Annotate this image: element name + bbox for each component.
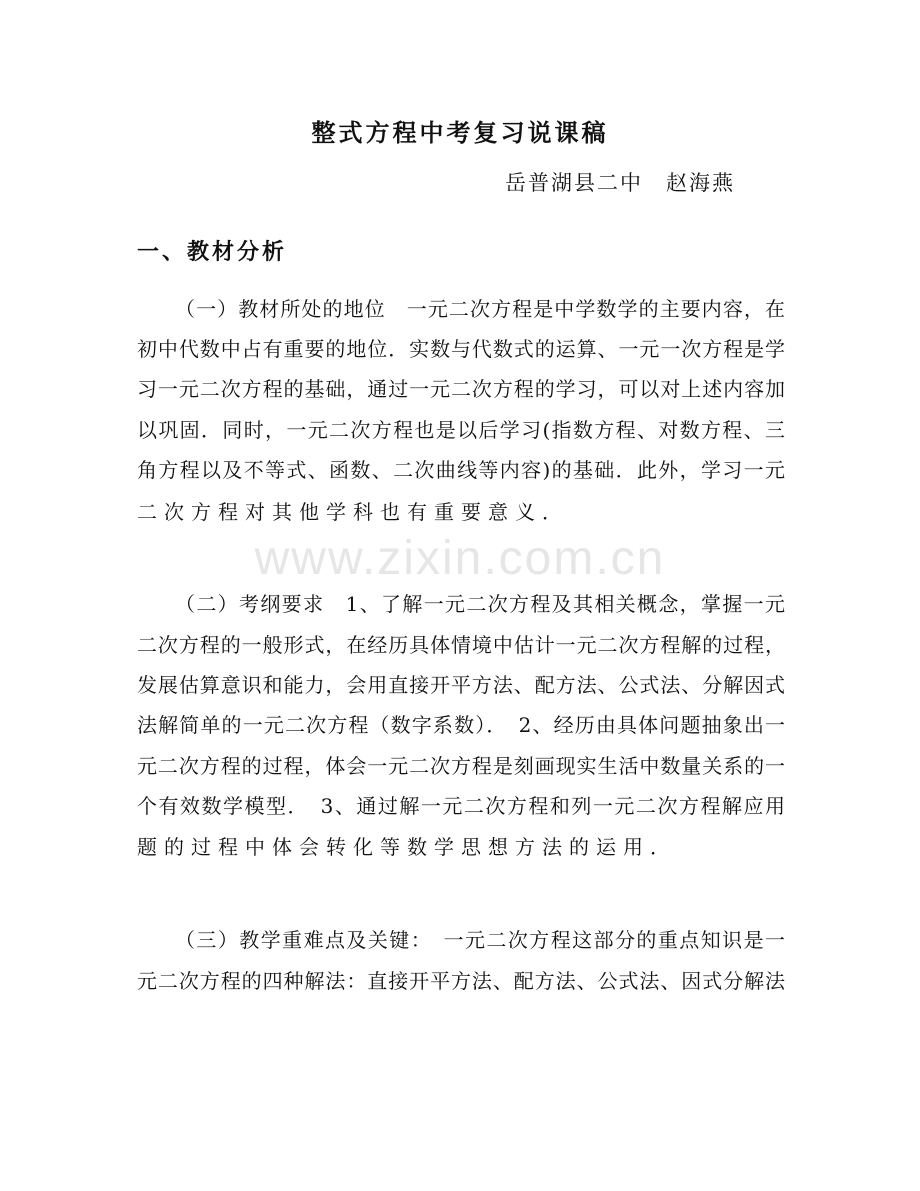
text-line: 发展估算意识和能力，会用直接开平方法、配方法、公式法、分解因式 — [137, 673, 785, 697]
text-line: 以巩固．同时，一元二次方程也是以后学习(指数方程、对数方程、三 — [137, 418, 785, 442]
text-line: 元二次方程的过程，体会一元二次方程是刻画现实生活中数量关系的一 — [137, 754, 785, 778]
watermark: www.zixin.com.cn — [254, 532, 666, 585]
text-line: （一）教材所处的地位 一元二次方程是中学数学的主要内容，在 — [175, 297, 785, 321]
author-line: 岳普湖县二中 赵海燕 — [505, 171, 735, 195]
text-line: 二次方程对其他学科也有重要意义． — [137, 500, 569, 524]
text-line: （三）教学重难点及关键： 一元二次方程这部分的重点知识是一 — [175, 928, 785, 952]
text-line: （二）考纲要求 1、了解一元二次方程及其相关概念，掌握一元 — [175, 592, 785, 616]
text-line: 题的过程中体会转化等数学思想方法的运用． — [137, 835, 677, 859]
document-title: 整式方程中考复习说课稿 — [311, 118, 609, 147]
text-line: 习一元二次方程的基础，通过一元二次方程的学习，可以对上述内容加 — [137, 377, 785, 401]
text-line: 初中代数中占有重要的地位．实数与代数式的运算、一元一次方程是学 — [137, 337, 785, 361]
text-line: 角方程以及不等式、函数、二次曲线等内容)的基础．此外，学习一元 — [137, 458, 785, 482]
text-line: 个有效数学模型． 3、通过解一元二次方程和列一元二次方程解应用 — [137, 794, 785, 818]
text-line: 二次方程的一般形式，在经历具体情境中估计一元二次方程解的过程， — [137, 633, 785, 657]
text-line: 法解简单的一元二次方程（数字系数）． 2、经历由具体问题抽象出一 — [137, 713, 785, 737]
text-line: 元二次方程的四种解法：直接开平方法、配方法、公式法、因式分解法 — [137, 969, 785, 993]
section-heading: 一、教材分析 — [137, 239, 288, 265]
